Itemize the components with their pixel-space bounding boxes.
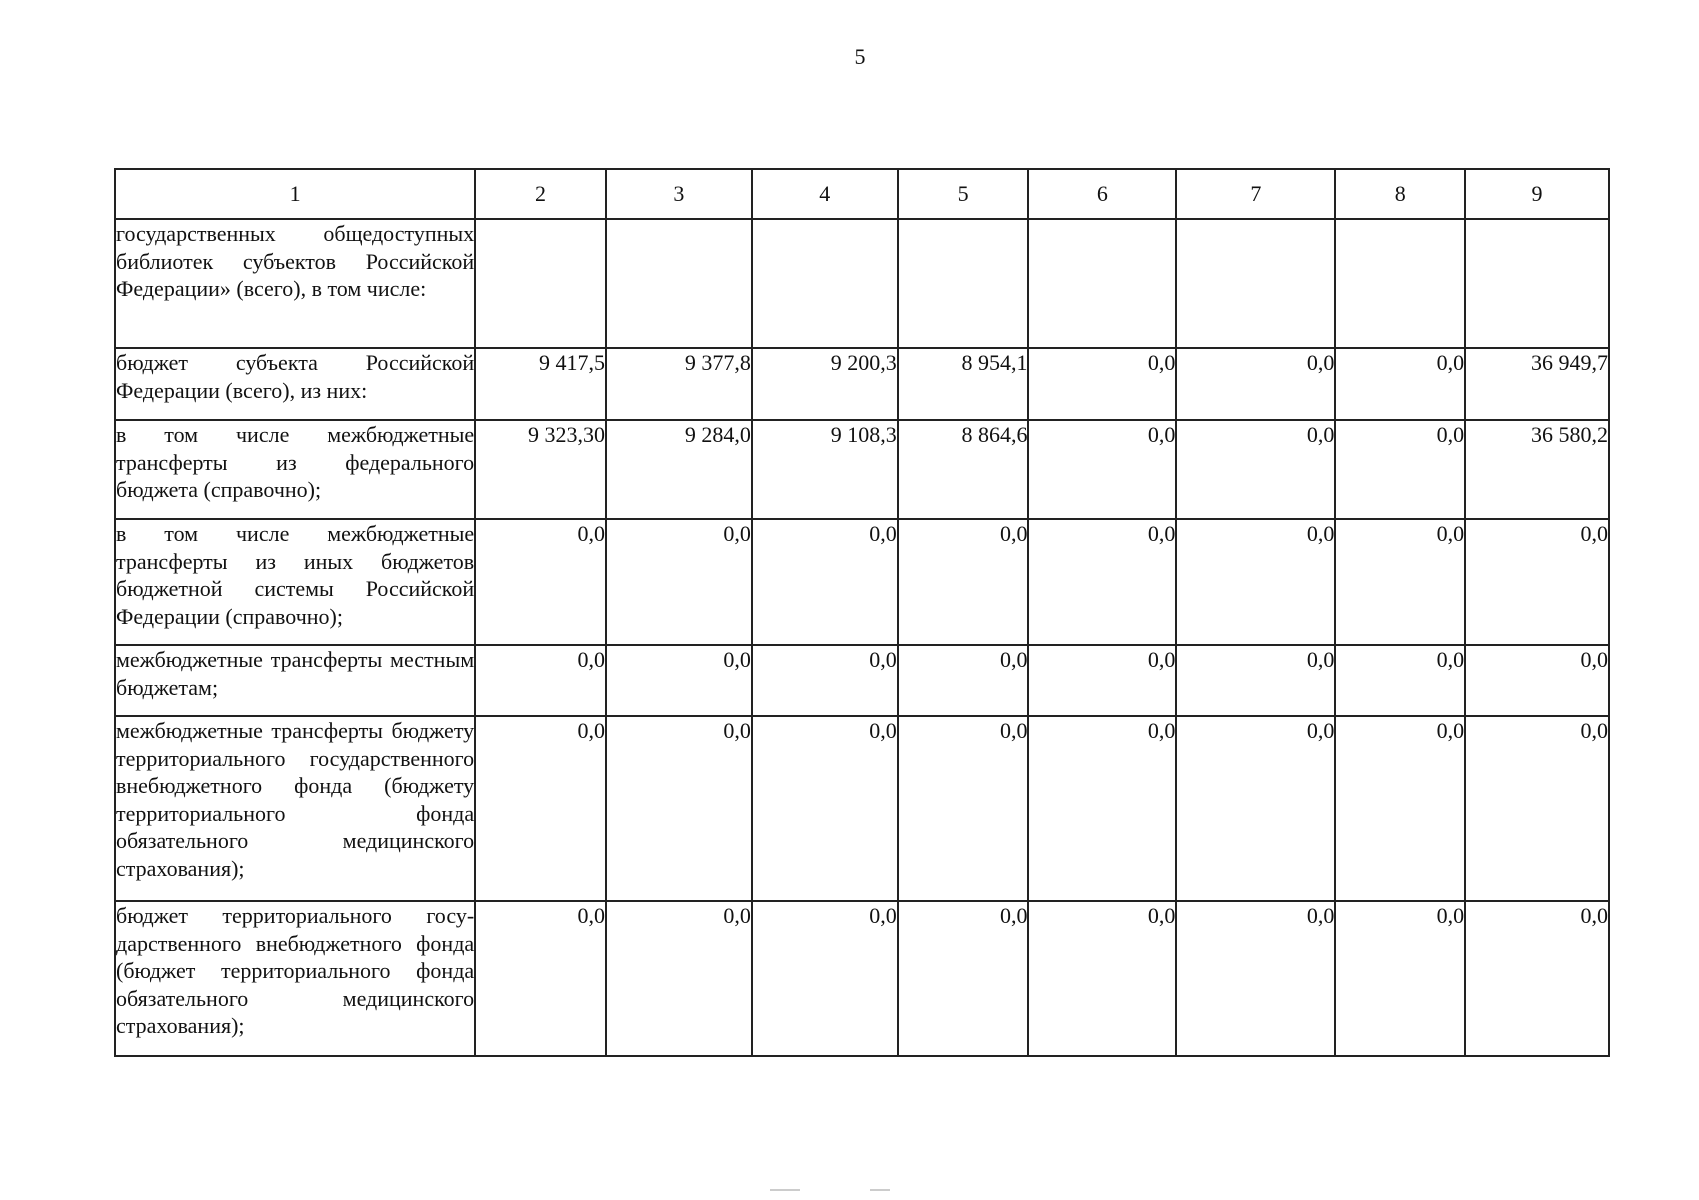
table-cell (898, 219, 1029, 348)
column-header: 4 (752, 169, 898, 219)
table-cell: 0,0 (1028, 420, 1176, 519)
table-cell: 0,0 (1176, 645, 1335, 716)
table-cell: 0,0 (1028, 519, 1176, 645)
table-cell: 9 284,0 (606, 420, 752, 519)
table-cell: 0,0 (475, 716, 606, 901)
column-header: 8 (1335, 169, 1465, 219)
table-cell: 0,0 (1176, 901, 1335, 1056)
column-header: 1 (115, 169, 475, 219)
table-cell: 36 580,2 (1465, 420, 1609, 519)
table-cell: 0,0 (1028, 348, 1176, 420)
table-cell: 0,0 (1176, 420, 1335, 519)
column-header: 5 (898, 169, 1029, 219)
table-cell: 0,0 (1335, 519, 1465, 645)
table-cell: 9 200,3 (752, 348, 898, 420)
table-cell: 0,0 (1176, 519, 1335, 645)
column-header: 3 (606, 169, 752, 219)
table-row (115, 519, 1609, 645)
table-cell: 0,0 (606, 519, 752, 645)
table-cell (1028, 219, 1176, 348)
table-cell (1335, 219, 1465, 348)
scan-artifact (870, 1189, 890, 1191)
table-cell: 0,0 (1335, 420, 1465, 519)
row-label: межбюджетные трансферты бюджету территориального государственного внебюджетного фонда (бюджету территориального фонда обязательного медицинского страхования); (115, 716, 475, 901)
column-header: 6 (1028, 169, 1176, 219)
table-cell (606, 219, 752, 348)
row-label: бюджет территориального государственного внебюджетного фонда (бюджет территориального фонда обязательного медицинского страхования); (115, 901, 475, 1056)
row-label: в том числе межбюджетные трансферты из иных бюджетов бюджетной системы Российской Федерации (справочно); (115, 519, 475, 645)
table-cell: 0,0 (475, 901, 606, 1056)
table-cell: 0,0 (752, 716, 898, 901)
table-cell: 9 377,8 (606, 348, 752, 420)
table-cell (475, 219, 606, 348)
scan-artifact (770, 1189, 800, 1191)
table-cell: 0,0 (1465, 716, 1609, 901)
table-header-row (115, 169, 1609, 219)
table-cell: 0,0 (898, 716, 1029, 901)
table-cell: 0,0 (898, 645, 1029, 716)
table-cell: 0,0 (1176, 716, 1335, 901)
table-cell: 8 864,6 (898, 420, 1029, 519)
table-cell: 0,0 (1028, 901, 1176, 1056)
table-cell: 0,0 (606, 716, 752, 901)
table-cell (1465, 219, 1609, 348)
table-cell: 0,0 (606, 645, 752, 716)
table-cell: 0,0 (898, 901, 1029, 1056)
table-cell: 0,0 (1465, 519, 1609, 645)
column-header: 7 (1176, 169, 1335, 219)
table-cell: 0,0 (1176, 348, 1335, 420)
table-cell: 0,0 (752, 519, 898, 645)
row-label: межбюджетные трансферты местным бюджетам; (115, 645, 475, 716)
table-cell: 0,0 (1465, 645, 1609, 716)
table-cell: 36 949,7 (1465, 348, 1609, 420)
row-label: бюджет субъекта Российской Федерации (всего), из них: (115, 348, 475, 420)
table-cell: 0,0 (752, 901, 898, 1056)
table-cell: 0,0 (606, 901, 752, 1056)
table-row (115, 716, 1609, 901)
page-number: 5 (854, 44, 866, 69)
column-header: 9 (1465, 169, 1609, 219)
table-cell: 0,0 (1335, 716, 1465, 901)
table-cell: 9 323,30 (475, 420, 606, 519)
table-row (115, 901, 1609, 1056)
table-cell: 0,0 (1335, 348, 1465, 420)
table-cell: 0,0 (752, 645, 898, 716)
row-label: государственных общедоступных библиотек субъектов Российской Федерации» (всего), в том числе: (115, 219, 475, 348)
table-row (115, 219, 1609, 348)
table-row (115, 645, 1609, 716)
table-cell: 0,0 (1028, 645, 1176, 716)
table-cell: 0,0 (1335, 901, 1465, 1056)
table-cell: 0,0 (898, 519, 1029, 645)
table-cell: 0,0 (1465, 901, 1609, 1056)
table-cell: 9 108,3 (752, 420, 898, 519)
table-cell: 8 954,1 (898, 348, 1029, 420)
table-cell: 9 417,5 (475, 348, 606, 420)
row-label: в том числе межбюджетные трансферты из федерального бюджета (справочно); (115, 420, 475, 519)
budget-table (114, 168, 1610, 1057)
table-cell (752, 219, 898, 348)
table-cell (1176, 219, 1335, 348)
table-cell: 0,0 (475, 645, 606, 716)
column-header: 2 (475, 169, 606, 219)
table-row (115, 420, 1609, 519)
table-cell: 0,0 (475, 519, 606, 645)
table-cell: 0,0 (1028, 716, 1176, 901)
table-cell: 0,0 (1335, 645, 1465, 716)
table-row (115, 348, 1609, 420)
